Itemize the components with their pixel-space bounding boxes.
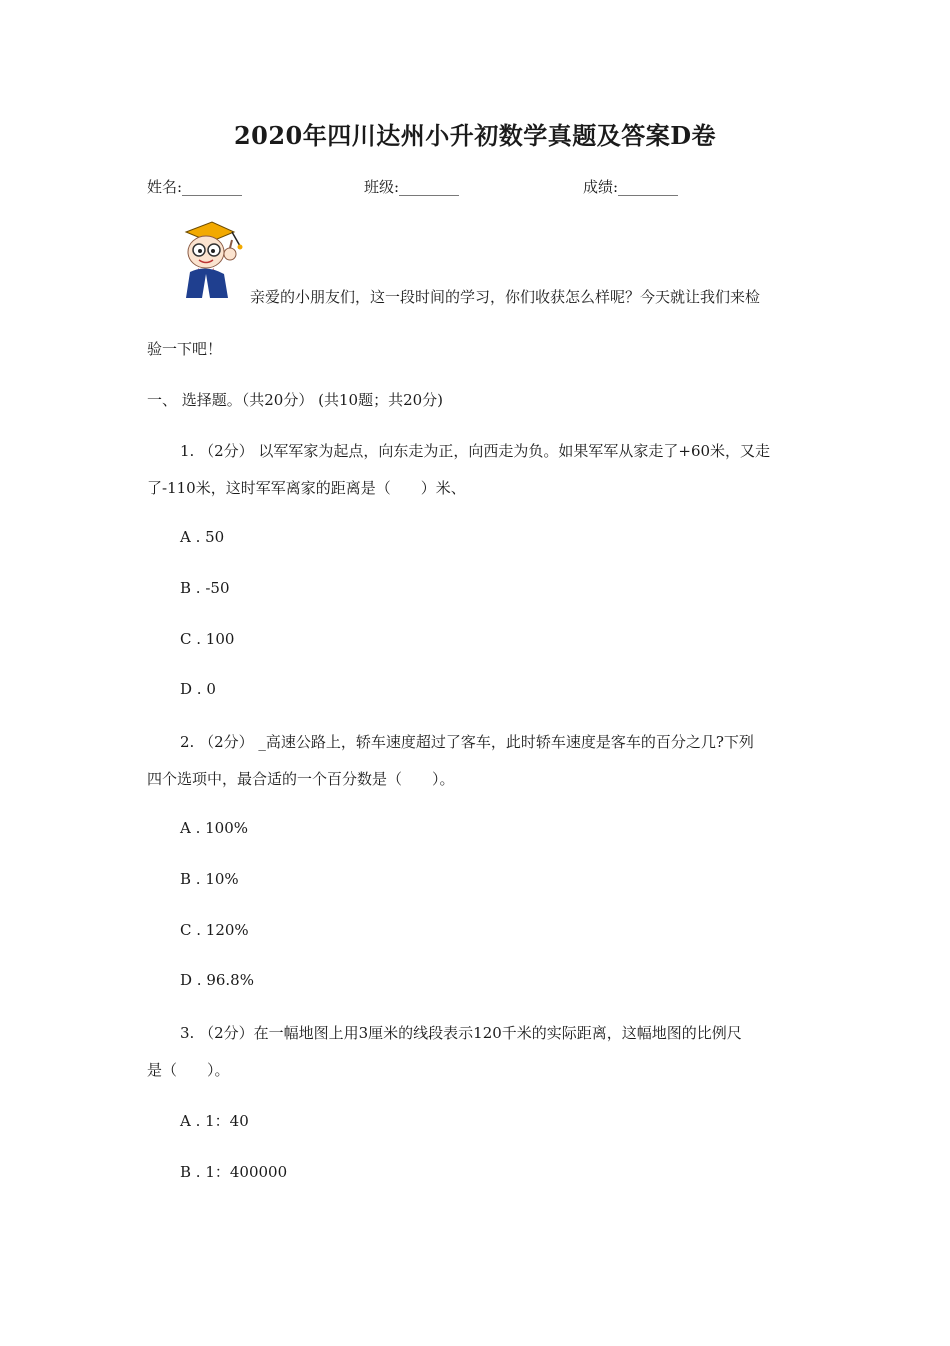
question-2-line-1: 2. （2分） _高速公路上，轿车速度超过了客车，此时轿车速度是客车的百分之几?下列	[180, 733, 754, 751]
question-1-option-a: A . 50	[180, 528, 225, 546]
question-1-option-b: B . -50	[180, 579, 230, 597]
question-3-option-b: B . 1：400000	[180, 1163, 288, 1181]
name-field: 姓名:________	[147, 178, 243, 196]
question-1-line-2: 了-110米，这时军军离家的距离是（ ）米、	[147, 479, 466, 497]
question-3-line-1: 3. （2分）在一幅地图上用3厘米的线段表示120千米的实际距离，这幅地图的比例尺	[180, 1024, 742, 1042]
question-1-option-c: C . 100	[180, 630, 235, 648]
question-2-option-a: A . 100%	[180, 819, 249, 837]
class-field: 班级:________	[364, 178, 460, 196]
score-field: 成绩:________	[583, 178, 679, 196]
student-mascot-icon	[172, 218, 256, 302]
question-3-option-a: A . 1：40	[180, 1112, 249, 1130]
question-2-line-2: 四个选项中，最合适的一个百分数是（ ）。	[147, 770, 455, 788]
question-2-option-d: D . 96.8%	[180, 971, 254, 989]
section-heading: 一、 选择题。（共20分） (共10题；共20分)	[147, 391, 444, 409]
question-3-line-2: 是（ ）。	[147, 1061, 230, 1079]
question-1-line-1: 1. （2分） 以军军家为起点，向东走为正，向西走为负。如果军军从家走了+60米，又走	[180, 442, 771, 460]
intro-line-1: 亲爱的小朋友们，这一段时间的学习，你们收获怎么样呢？今天就让我们来检	[250, 288, 761, 306]
question-2-option-b: B . 10%	[180, 870, 239, 888]
question-1-option-d: D . 0	[180, 680, 216, 698]
page-title: 2020年四川达州小升初数学真题及答案D卷	[233, 121, 717, 150]
question-2-option-c: C . 120%	[180, 921, 249, 939]
intro-line-2: 验一下吧！	[147, 340, 223, 358]
